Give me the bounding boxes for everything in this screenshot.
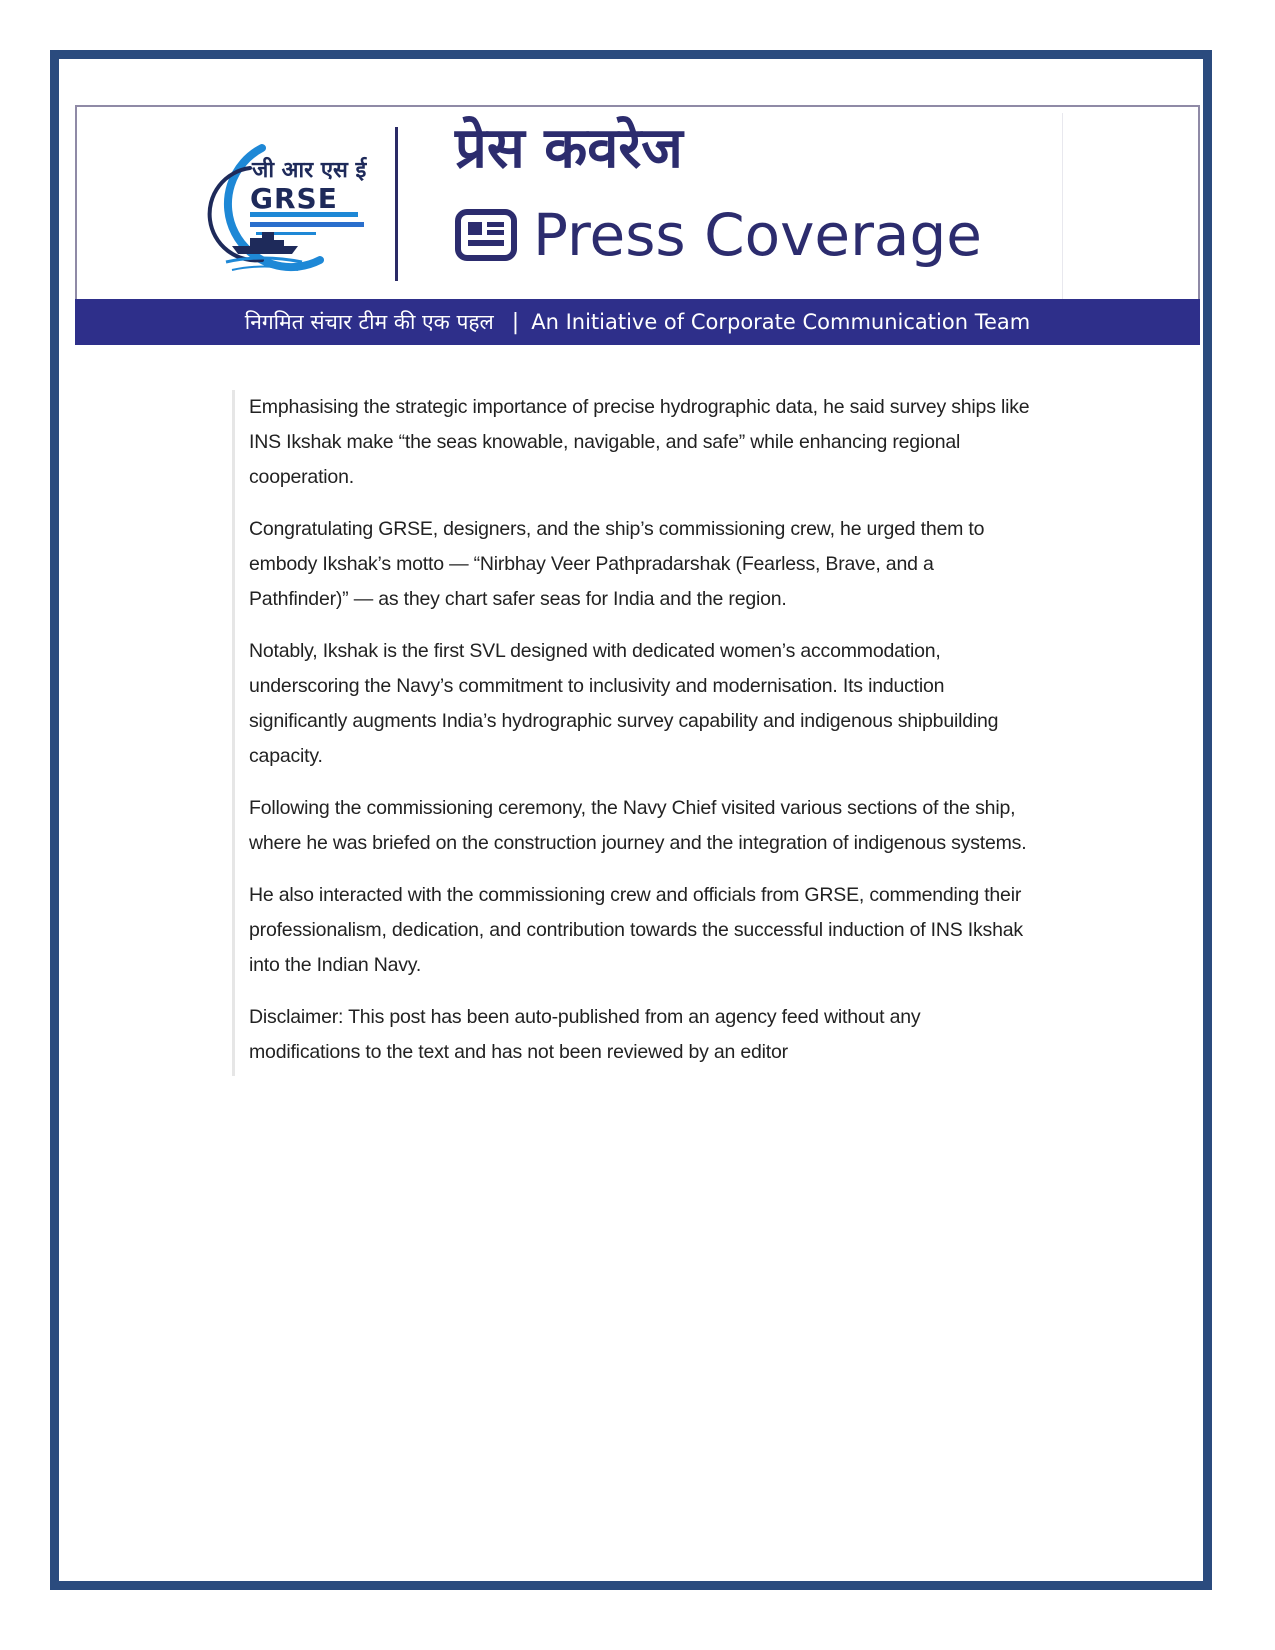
header-banner [75, 105, 1200, 299]
article-paragraph: Notably, Ikshak is the first SVL designed with dedicated women’s accommodation, underscoring the Navy’s commitment to inclusivity and modernisation. Its induction significantly augments India’s hydrographic survey capability and indigenous shipbuilding capacity. [249, 640, 999, 767]
newspaper-icon [455, 209, 517, 261]
tagline-bar [75, 299, 1200, 345]
logo-hindi-text: जी आर एस ई [252, 158, 367, 183]
article-paragraph: He also interacted with the commissioning crew and officials from GRSE, commending their professionalism, dedication, and contribution towards the successful induction of INS Ikshak into the Indian Navy. [249, 884, 1023, 976]
grse-logo [202, 142, 382, 282]
title-english: Press Coverage [533, 201, 982, 269]
press-coverage-header [75, 105, 1200, 345]
tagline-hindi: निगमित संचार टीम की एक पहल [244, 310, 494, 334]
title-hindi: प्रेस कवरेज [455, 116, 683, 181]
header-inner-rule [1062, 113, 1063, 299]
title-english-row [455, 199, 982, 271]
disclaimer-paragraph: Disclaimer: This post has been auto-published from an agency feed without any modifications to the text and has not been reviewed by an editor [249, 1006, 921, 1063]
header-divider [395, 127, 398, 281]
logo-english-text: GRSE [250, 182, 338, 215]
article-paragraph: Congratulating GRSE, designers, and the ship’s commissioning crew, he urged them to embody Ikshak’s motto — “Nirbhay Veer Pathpradarshak (Fearless, Brave, and a Pathfinder)” — as they chart safer seas for India and the region. [249, 518, 985, 610]
article-paragraph: Emphasising the strategic importance of precise hydrographic data, he said survey ships like INS Ikshak make “the seas knowable, navigable, and safe” while enhancing regional cooperation. [249, 396, 1030, 488]
article-paragraph: Following the commissioning ceremony, the Navy Chief visited various sections of the ship, where he was briefed on the construction journey and the integration of indigenous systems. [249, 797, 1027, 854]
tagline-english: An Initiative of Corporate Communication Team [531, 310, 1031, 334]
tagline-separator: | [511, 309, 520, 335]
article-body [232, 390, 1032, 1076]
